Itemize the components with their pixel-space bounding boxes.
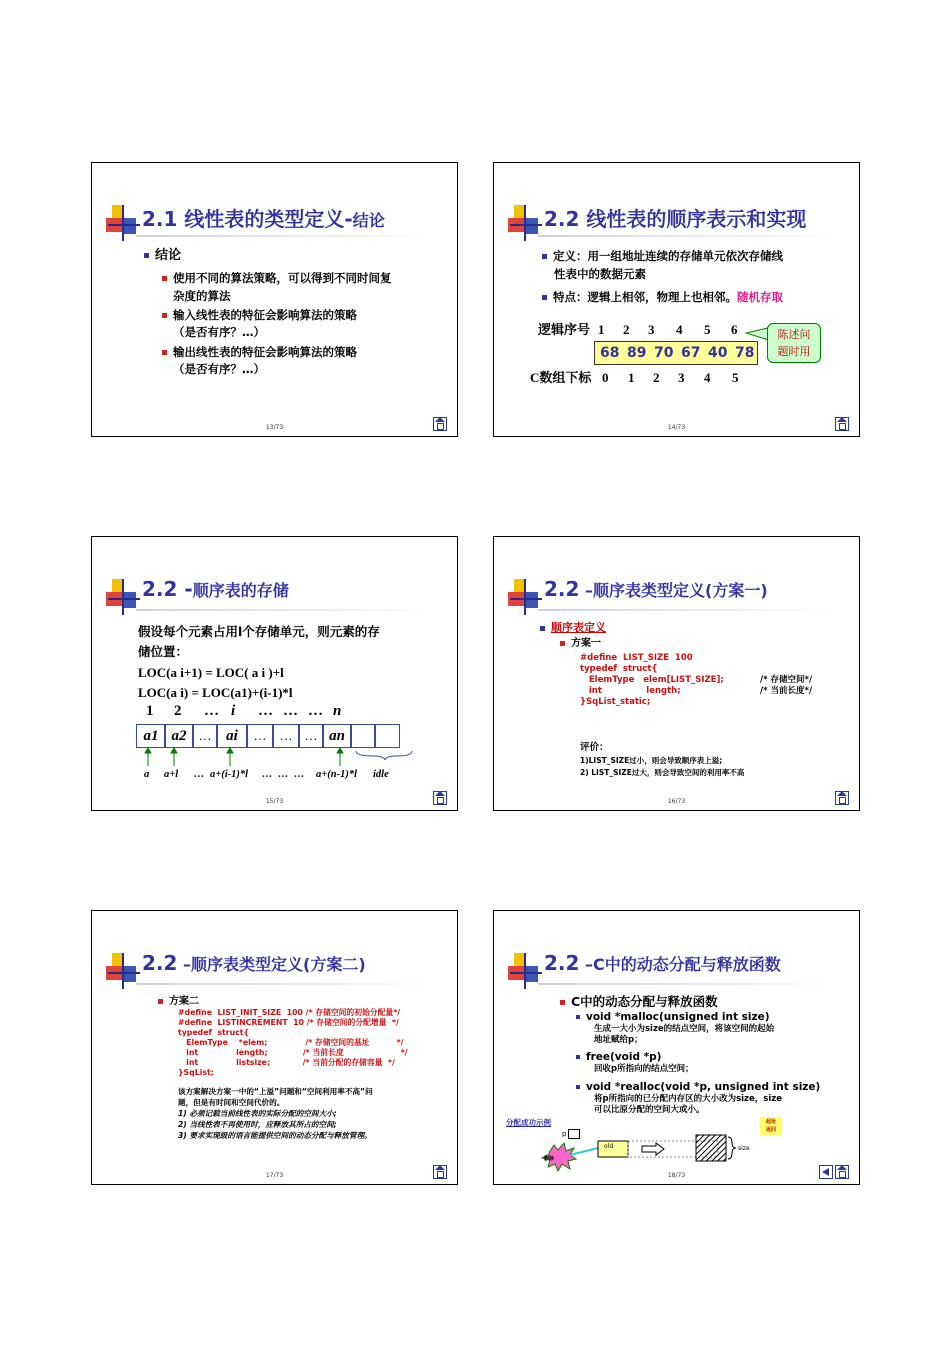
page-number: 16/73 [667,798,686,805]
slide-18 [493,910,860,1185]
pointer-label: p [562,1130,567,1138]
code-line: #define LISTINCREMENT 10 /* 存储空间的分配增量 */ [178,1018,399,1027]
c-index: 2 [653,370,660,385]
note: 题，但是有时间和空间代价的。 [178,1098,285,1107]
c-index: 4 [704,370,711,385]
address-label: … [278,769,289,780]
code-line: ElemType *elem; /* 存储空间的基址 */ [178,1038,404,1047]
free-signature: free(void *p) [576,1051,661,1064]
code-line: typedef struct{ [178,1028,250,1037]
page-number: 17/73 [265,1172,284,1179]
logic-num: 5 [704,322,711,337]
definition-link-row [540,619,606,637]
callout-bubble [767,323,821,363]
definition: 定义：用一组地址连续的存储单元依次存储线 [542,247,783,265]
memory-cell-idle [350,724,376,748]
logic-label: 逻辑序号 [538,322,591,337]
evaluation-1: 1)LIST_SIZE过小，则会导致顺序表上溢; [580,756,723,765]
array-value: 40 [708,345,728,361]
return-note-line-1: 起址 [765,1119,776,1125]
code-line: int length; /* 当前长度 */ [178,1048,408,1057]
code-comment: /* 当前长度*/ [760,686,813,696]
page-number: 13/73 [265,424,284,431]
plan-label: 方案二 [158,995,199,1009]
memory-cell: ai [216,724,248,748]
storage-paragraph-cont: 储位置： [138,644,189,659]
slide-title: 2.2 –顺序表类型定义(方案二) [142,951,366,975]
evaluation-label: 评价： [580,742,609,753]
page-number: 14/73 [667,424,686,431]
home-icon[interactable] [835,417,849,431]
array-value: 89 [627,345,647,361]
realloc-desc: 可以比原分配的空间大或小。 [594,1105,705,1115]
code-line: ElemType elem[LIST_SIZE]; [580,675,724,685]
realloc-desc: 将p所指向的已分配内存区的大小改为size，size [594,1094,782,1104]
size-label: size [738,1145,750,1152]
burst-label: 删除 [544,1156,555,1162]
demo-link[interactable]: 分配成功示例 [506,1118,551,1127]
code-line: #define LIST_INIT_SIZE 100 /* 存储空间的初始分配量*/ [178,1008,401,1017]
memory-cell: a1 [136,724,166,748]
code-block [580,653,724,708]
code-line: typedef struct{ [580,664,658,674]
memory-cell-idle [374,724,400,748]
array-value: 70 [654,345,674,361]
index-label: … [204,703,219,719]
code-comment: /* 存储空间*/ [760,675,813,685]
memory-cell: … [298,724,324,748]
title-rule [538,235,838,237]
slide-16 [493,536,860,811]
code-block [178,1008,408,1078]
address-arrows [136,747,436,767]
code-line: int length; [580,686,681,696]
heading: C中的动态分配与释放函数 [560,993,718,1011]
note: 该方案解决方案一中的“上溢”问题和“空间利用率不高”问 [178,1087,373,1096]
array-value: 78 [735,345,755,361]
formula-1: LOC(a i+1) = LOC( a i )+l [138,665,284,680]
old-label: old [604,1143,614,1150]
home-icon[interactable] [433,1165,447,1179]
bullet-3: 输出线性表的特征会影响算法的策略 [162,343,357,361]
bullet-2: 输入线性表的特征会影响算法的策略 [162,306,357,324]
heading: 结论 [144,247,181,265]
address-row [140,769,440,785]
malloc-signature: void *malloc(unsigned int size) [576,1011,770,1024]
memory-cell: … [272,724,300,748]
index-row [136,703,436,723]
index-label: 1 [146,703,154,719]
address-label: idle [373,769,389,780]
bullet-3-cont: （是否有序？…） [173,362,265,376]
free-desc: 回收p所指向的结点空间； [594,1064,694,1074]
home-icon[interactable] [433,417,447,431]
address-label: … [194,769,205,780]
note: 2) 当线性表不再使用时，应释放其所占的空间; [178,1120,337,1129]
title-rule [136,235,436,237]
realloc-signature: void *realloc(void *p, unsigned int size) [576,1081,820,1094]
title-rule [136,983,436,985]
plan-label: 方案一 [560,637,601,651]
address-label: … [294,769,305,780]
home-icon[interactable] [835,1165,849,1179]
logic-num: 1 [598,322,605,337]
logic-num: 2 [623,322,630,337]
note: 3) 要求实现级的语言能提供空间的动态分配与释放管理。 [178,1131,372,1140]
note: 1) 必须记载当前线性表的实际分配的空间大小; [178,1109,337,1118]
index-label: … [308,703,323,719]
feature: 特点：逻辑上相邻，物理上也相邻。随机存取 [542,288,783,306]
return-note [760,1117,782,1135]
slide-title: 2.2 线性表的顺序表示和实现 [544,207,807,231]
slide-15 [91,536,458,811]
slide-13 [91,162,458,437]
memory-cell: … [246,724,274,748]
code-line: }SqList; [178,1068,214,1077]
back-icon[interactable] [819,1165,833,1179]
definition-link[interactable]: 顺序表定义 [551,621,606,634]
memory-cell: a2 [164,724,194,748]
c-index: 0 [602,370,609,385]
title-rule [136,609,436,611]
logic-num: 4 [676,322,683,337]
bullet-1-cont: 杂度的算法 [173,289,231,303]
page-number: 18/73 [667,1172,686,1179]
title-rule [538,983,838,985]
realloc-diagram [530,1133,760,1175]
c-index: 5 [732,370,739,385]
callout-line-2: 题时用 [777,346,811,358]
address-label: a [144,769,150,780]
bullet-2-cont: （是否有序？…） [173,325,265,339]
code-line: #define LIST_SIZE 100 [580,653,693,663]
array-value: 68 [600,345,620,361]
code-line: }SqList_static; [580,697,651,707]
bullet-1: 使用不同的算法策略，可以得到不同时间复 [162,269,392,287]
malloc-desc: 生成一大小为size的结点空间，将该空间的起始 [594,1024,775,1034]
logic-num: 6 [731,322,738,337]
slide-title: 2.2 -顺序表的存储 [142,577,289,601]
home-icon[interactable] [433,791,447,805]
malloc-desc: 地址赋给p； [594,1035,643,1045]
slide-title: 2.2 –C中的动态分配与释放函数 [544,951,781,975]
address-label: a+(n-1)*l [316,769,357,780]
storage-paragraph: 假设每个元素占用l个存储单元，则元素的存 [138,624,380,639]
title-rule [538,609,838,611]
index-label: i [231,703,236,719]
logic-num: 3 [648,322,655,337]
home-icon[interactable] [835,791,849,805]
page-number: 15/73 [265,798,284,805]
code-line: int listsize; /* 当前分配的存储容量 */ [178,1058,395,1067]
c-index: 1 [628,370,635,385]
memory-cell: … [192,724,218,748]
index-label: … [283,703,298,719]
c-index-label: C数组下标 [530,370,592,385]
slide-title: 2.2 –顺序表类型定义(方案一) [544,577,768,601]
memory-cell: an [322,724,352,748]
evaluation-2: 2) LIST_SIZE过大，则会导致空间的利用率不高 [580,768,745,777]
formula-2: LOC(a i) = LOC(a1)+(i-1)*l [138,685,293,700]
index-label: … [258,703,273,719]
value-array [594,341,758,365]
c-index: 3 [678,370,685,385]
index-label: n [333,703,342,719]
slide-title: 2.1 线性表的类型定义-结论 [142,207,385,231]
definition-cont: 性表中的数据元素 [554,267,646,281]
array-value: 67 [681,345,701,361]
address-label: … [262,769,273,780]
return-note-line-2: 返回 [765,1127,776,1133]
index-label: 2 [174,703,182,719]
address-label: a+(i-1)*l [210,769,249,780]
callout-line-1: 陈述问 [777,329,811,341]
slide-17 [91,910,458,1185]
slide-14 [493,162,860,437]
address-label: a+l [164,769,179,780]
